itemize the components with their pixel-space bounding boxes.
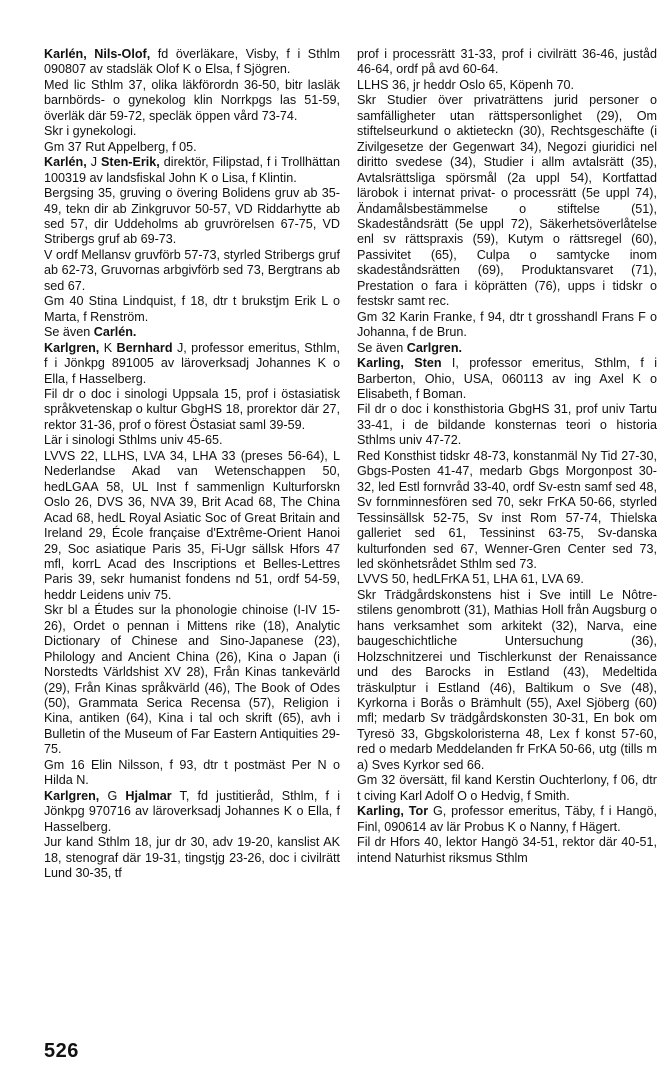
entry-headword: Karling, Tor — [357, 804, 429, 819]
entry-text: LLHS 36, jr heddr Oslo 65, Köpenh 70. — [357, 77, 575, 92]
entry-paragraph — [44, 78, 340, 124]
entry-text: J, professor emeritus, Sthlm, f i Jönkpg 891005 av läroverksadj Johannes K o Ella, f Hasselberg. — [44, 340, 340, 386]
entry-text: Lär i sinologi Sthlms univ 45-65. — [44, 433, 223, 448]
entry-paragraph — [357, 93, 657, 309]
see-also-prefix: Se även — [44, 325, 94, 340]
entry-text: LVVS 22, LLHS, LVA 34, LHA 33 (preses 56-64), L Nederlandse Akad van Wetenschappen 50, hedLGAA 58, UL Inst f sammenlign Kulturforskn Oslo 26, DVS 36, NVA 39, Brit Acad 68, The China Acad 68, hedL Royal Asiatic Soc of Great Britain and Ireland 29, École française d'Extrême-Orient Hanoi 29, Soc asiatique Paris 35, Fi-Ugr sällsk Hfors 47 mfl, korrL Acad des Inscriptions et Belles-Lettres Paris 39, sekr humanist fondens nd 51, ordf 54-59, heddr Leidens univ 75. — [44, 448, 340, 602]
entry-paragraph — [44, 603, 340, 758]
entry-text: Gm 37 Rut Appelberg, f 05. — [44, 139, 197, 154]
entry-text: T, fd justitieråd, Sthlm, f i Jönkpg 970716 av läroverksadj Johannes K o Ella, f Hasselberg. — [44, 788, 340, 834]
entry-paragraph — [357, 773, 657, 804]
entry-paragraph — [44, 789, 340, 835]
entry-headword: Karling, Sten — [357, 356, 442, 371]
entry-initials: K — [99, 340, 117, 355]
entry-headword: Karlgren, — [44, 788, 100, 803]
entry-text: Gm 32 översätt, fil kand Kerstin Ouchterlony, f 06, dtr t civing Karl Adolf O o Hedvig, f Smith. — [357, 773, 657, 803]
entry-text: Bergsing 35, gruving o övering Bolidens gruv ab 35-49, tekn dir ab Zinkgruvor 50-57, VD Riddarhyttе ab sed 57, dir Uddeholms ab gruvrörelsen 67-75, VD Stribergs gruf ab 69-73. — [44, 186, 340, 247]
entry-paragraph — [44, 47, 340, 78]
entry-paragraph — [44, 835, 340, 881]
entry-paragraph — [357, 402, 657, 448]
entry-text: Gm 40 Stina Lindquist, f 18, dtr t brukstjm Erik L o Marta, f Renström. — [44, 294, 340, 324]
entry-paragraph — [44, 449, 340, 604]
entry-given-name: Hjalmar — [125, 788, 172, 803]
entry-paragraph — [357, 804, 657, 835]
entry-headword: Karlén, — [44, 155, 87, 170]
cross-reference: Carlgren. — [406, 340, 463, 355]
entry-paragraph — [44, 341, 340, 387]
entry-text: Skr Trädgårdskonstens hist i Sve intill Le Nôtre-stilens genombrott (31), Mathias Holl från Augsburg o hans verksamhet som arkitekt (32), Narva, eine baugeschichtliche Untersuchung (36), Holzschnitzerei und Tischlerkunst der Renaissance und des Barocks in Estland (43), Medeltida träskulptur i Estland (46), Baltikum o Sve (48), Kyrkorna i Borås o Brämhult (55), Axel Sjöberg (60) mfl; medarb Sv trädgårdskonsten 30-31, En bok om Tyresö 33, Gbgskoloristerna 48, Lex f konst 57-60, red o medarb Meddelanden fr FrKA 50-66, utg (tills m a) Sves Kyrkor sed 66. — [357, 587, 657, 772]
entry-paragraph — [44, 433, 340, 448]
entry-paragraph — [44, 294, 340, 325]
page-number: 526 — [44, 1040, 79, 1062]
entry-text: I, professor emeritus, Sthlm, f i Barberton, Ohio, USA, 060113 av ing Axel K o Elisabeth, f Boman. — [357, 356, 658, 401]
entry-paragraph — [44, 325, 340, 340]
entry-paragraph — [44, 140, 340, 155]
entry-text: Med lic Sthlm 37, olika läkförordn 36-50, bitr lasläk barnbörds- o gynekolog klin Norrkpgs las 51-59, överläk där 59-72, specläk öppen vård 73-74. — [44, 77, 340, 123]
entry-text: V ordf Mellansv gruvförb 57-73, styrled Stribergs gruf ab 62-73, Gruvornas arbgivförb sed 73, Bergtrans ab sed 67. — [44, 247, 340, 293]
entry-paragraph — [357, 356, 657, 402]
entry-paragraph — [44, 248, 340, 294]
entry-text: fd överläkare, Visby, f i Sthlm 090807 av stadsläk Olof K o Elsa, f Sjögren. — [44, 47, 340, 77]
entry-text: G, professor emeritus, Täby, f i Hangö, Finl, 090614 av lär Probus K o Nanny, f Hägert. — [357, 804, 657, 834]
left-column — [44, 47, 340, 881]
entry-paragraph — [357, 572, 657, 587]
cross-reference: Carlén. — [93, 325, 137, 340]
entry-paragraph — [357, 310, 657, 341]
entry-initials: J — [86, 155, 101, 170]
entry-paragraph — [44, 124, 340, 139]
entry-text: Skr bl a Études sur la phonologie chinoise (I-IV 15-26), Ordet o pennan i Mittens rike (18), Analytic Dictionary of Chinese and Sino-Japanese (23), Philology and Ancient China (26), Kina o Japan (i Norstedts Världshist XV 28), Från Kinas tankevärld (29), Från Kinas språkvärld (46), The Book of Odes (50), Grammata Serica Recensa (57), Religion i Kina, antiken (64), Kina i tal och skrift (65), avh i Bulletin of the Museum of Far Eastern Antiquities 29-75. — [44, 603, 340, 757]
right-column — [357, 47, 657, 866]
entry-text: Jur kand Sthlm 18, jur dr 30, adv 19-20, kanslist AK 18, stenograf där 19-31, tingstjg 23-26, doc i civilrätt Lund 30-35, tf — [44, 835, 340, 881]
entry-text: Gm 32 Karin Franke, f 94, dtr t grosshandl Frans F o Johanna, f de Brun. — [357, 309, 657, 340]
entry-paragraph — [44, 387, 340, 433]
entry-given-name: Bernhard — [116, 340, 173, 355]
see-also-prefix: Se även — [357, 340, 407, 355]
entry-initials: G — [99, 788, 126, 803]
entry-paragraph — [44, 186, 340, 248]
entry-paragraph — [44, 155, 340, 186]
entry-paragraph — [357, 341, 657, 356]
entry-paragraph — [357, 47, 657, 78]
entry-text: Skr i gynekologi. — [44, 124, 137, 139]
entry-paragraph — [357, 835, 657, 866]
entry-paragraph — [357, 78, 657, 93]
entry-given-name: Sten-Erik, — [100, 155, 160, 170]
entry-paragraph — [44, 758, 340, 789]
entry-text: prof i processrätt 31-33, prof i civilrätt 36-46, juståd 46-64, ordf på avd 60-64. — [357, 47, 657, 77]
entry-text: Fil dr o doc i konsthistoria GbgHS 31, prof univ Tartu 33-41, i de bildande konsternas teori o historia Sthlms univ 47-72. — [357, 402, 657, 448]
entry-text: Skr Studier över privaträttens jurid personer o samfälligheter utan rättspersonlighet (29), Om stiftelseurkund o aktieteckn (30), Rechtsgeschäfte (i Zivilgesetze der Gegenwart 34), Negozi giuridici nel diritto svedese (34), Studier i allm avtalsrätt (35), Avtalsrättsliga spörsmål (2a uppl 54), Kortfattad lärobok i internat privat- o processrätt (5e uppl 74), Ändamålsbestämmelse o stiftelse (51), Skadeståndsrätt (5e uppl 72), Säkerhetsöverlåtelse enl sv rättspraxis (59), Kutym o rättsregel (60), Passivitet (65), Culpa o samtycke inom skadeståndsrätten (69), Produktansvaret (71), Prestation o fara i köprätten (76), upps i tidskr o festskr samt rec. — [357, 93, 657, 309]
entry-text: Fil dr o doc i sinologi Uppsala 15, prof i östasiatisk språkvetenskap o kultur GbgHS 18, prorektor där 27, rektor 31-36, prof o förest Östasiat saml 39-59. — [44, 386, 340, 432]
entry-text: Gm 16 Elin Nilsson, f 93, dtr t postmäst Per N o Hilda N. — [44, 757, 340, 788]
entry-headword: Karlgren, — [44, 340, 100, 355]
entry-text: direktör, Filipstad, f i Trollhättan 100319 av landsfiskal John K o Lisa, f Klintin. — [44, 155, 341, 185]
entry-text: LVVS 50, hedLFrKA 51, LHA 61, LVA 69. — [357, 572, 584, 587]
entry-text: Fil dr Hfors 40, lektor Hangö 34-51, rektor där 40-51, intend Naturhist riksmus Sthlm — [357, 835, 657, 865]
entry-paragraph — [357, 588, 657, 773]
entry-text: Red Konsthist tidskr 48-73, konstanmäl Ny Tid 27-30, Gbgs-Posten 41-47, medarb Gbgs Morgonpost 30-32, led Estl fornvråd 33-40, ordf Sv-estn samf sed 48, Sv fornminnesfören sed 70, sekr FrKA 50-66, styrled Tessinsällsk 52-75, Sv inst Rom 57-74, Thielska galleriet sed 61, Tessininst 63-75, Sv-danska kulturfonden sed 67, Wenner-Gren Center sed 73, led skönhetsrådet Sthlm sed 73. — [357, 448, 657, 571]
entry-headword: Karlén, Nils-Olof, — [44, 47, 151, 61]
entry-paragraph — [357, 449, 657, 573]
